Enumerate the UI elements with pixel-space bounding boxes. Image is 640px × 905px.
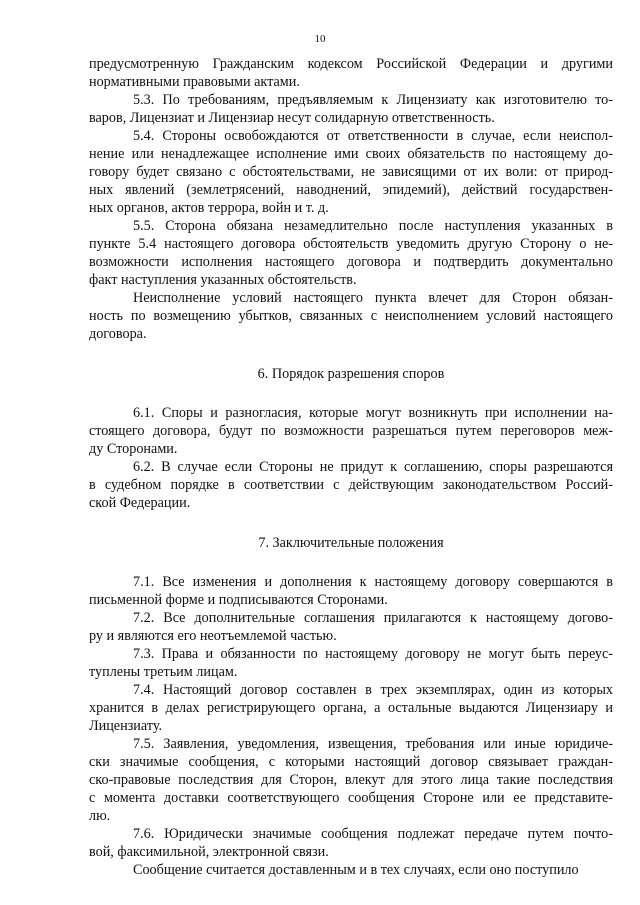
text-line: 7.1. Все изменения и дополнения к настоящему договору совершаются в <box>133 574 613 590</box>
paragraph <box>89 55 613 91</box>
text-line: в судебном порядке в соответствии с действующим законодательством Россий- <box>89 477 613 493</box>
section-heading: 7. Заключительные положения <box>258 535 444 551</box>
text-line: 6.2. В случае если Стороны не придут к соглашению, споры разрешаются <box>133 459 613 475</box>
text-line: стоящего договора, будут по возможности разрешаться путем переговоров меж- <box>89 423 613 439</box>
text-line: ру и являются его неотъемлемой частью. <box>89 628 337 644</box>
text-line: нение или ненадлежащее исполнение ими своих обязательств по настоящему до- <box>89 146 613 162</box>
text-line: ных органов, актов террора, войн и т. д. <box>89 200 329 216</box>
text-line: ско-правовые последствия для Сторон, влекут для этого лица такие последствия <box>89 772 613 788</box>
page-number: 10 <box>314 33 326 45</box>
text-line: хранится в делах регистрирующего органа, а остальные выдаются Лицензиару и <box>89 700 613 716</box>
text-line: ской Федерации. <box>89 495 191 511</box>
text-line: нормативными правовыми актами. <box>89 74 300 90</box>
text-line: 5.3. По требованиям, предъявляемым к Лицензиату как изготовителю то- <box>133 92 613 108</box>
text-line: 7.6. Юридически значимые сообщения подлежат передаче путем почто- <box>133 826 613 842</box>
text-line: ду Сторонами. <box>89 441 178 457</box>
text-line: предусмотренную Гражданским кодексом Российской Федерации и другими <box>89 56 613 72</box>
paragraph <box>89 735 613 825</box>
paragraph <box>89 217 613 289</box>
text-line: вой, факсимильной, электронной связи. <box>89 844 329 860</box>
text-line: письменной форме и подписываются Сторонами. <box>89 592 388 608</box>
text-line: Неисполнение условий настоящего пункта влечет для Сторон обязан- <box>133 290 613 306</box>
text-line: ность по возмещению убытков, связанных с неисполнением условий настоящего <box>89 308 613 324</box>
paragraph <box>89 573 613 609</box>
text-line: договора. <box>89 326 147 342</box>
text-line: 6.1. Споры и разногласия, которые могут возникнуть при исполнении на- <box>133 405 613 421</box>
text-line: говору будет связано с обстоятельствами, не зависящими от их воли: от природ- <box>89 164 613 180</box>
paragraph <box>89 609 613 645</box>
paragraph <box>89 645 613 681</box>
section-heading: 6. Порядок разрешения споров <box>257 366 445 382</box>
text-line: ски значимые сообщения, с которыми настоящий договор связывает граждан- <box>89 754 613 770</box>
text-line: 7.2. Все дополнительные соглашения прилагаются к настоящему догово- <box>133 610 613 626</box>
text-line: туплены третьим лицам. <box>89 664 238 680</box>
text-line: 7.5. Заявления, уведомления, извещения, требования или иные юридиче- <box>133 736 613 752</box>
text-line: Сообщение считается доставленным и в тех случаях, если оно поступило <box>133 862 579 878</box>
text-line: варов, Лицензиат и Лицензиар несут солидарную ответственность. <box>89 110 495 126</box>
text-line: лю. <box>89 808 111 824</box>
text-line: 5.4. Стороны освобождаются от ответственности в случае, если неиспол- <box>133 128 613 144</box>
text-line: 5.5. Сторона обязана незамедлительно после наступления указанных в <box>133 218 613 234</box>
text-line: пункте 5.4 настоящего договора обстоятельств уведомить другую Сторону о не- <box>89 236 613 252</box>
text-line: возможности исполнения настоящего договора и подтвердить документально <box>89 254 613 270</box>
paragraph <box>89 681 613 735</box>
paragraph <box>89 458 613 512</box>
text-line: факт наступления указанных обстоятельств. <box>89 272 357 288</box>
paragraph <box>89 289 613 343</box>
paragraph <box>89 404 613 458</box>
paragraph <box>89 127 613 217</box>
paragraph <box>89 861 613 879</box>
text-line: Лицензиату. <box>89 718 163 734</box>
document-body <box>89 55 613 879</box>
text-line: 7.4. Настоящий договор составлен в трех экземплярах, один из которых <box>133 682 613 698</box>
paragraph <box>89 91 613 127</box>
text-line: с момента доставки соответствующего сообщения Стороне или ее представите- <box>89 790 613 806</box>
text-line: ных явлений (землетрясений, наводнений, эпидемий), действий государствен- <box>89 182 613 198</box>
text-line: 7.3. Права и обязанности по настоящему договору не могут быть переус- <box>133 646 613 662</box>
paragraph <box>89 825 613 861</box>
